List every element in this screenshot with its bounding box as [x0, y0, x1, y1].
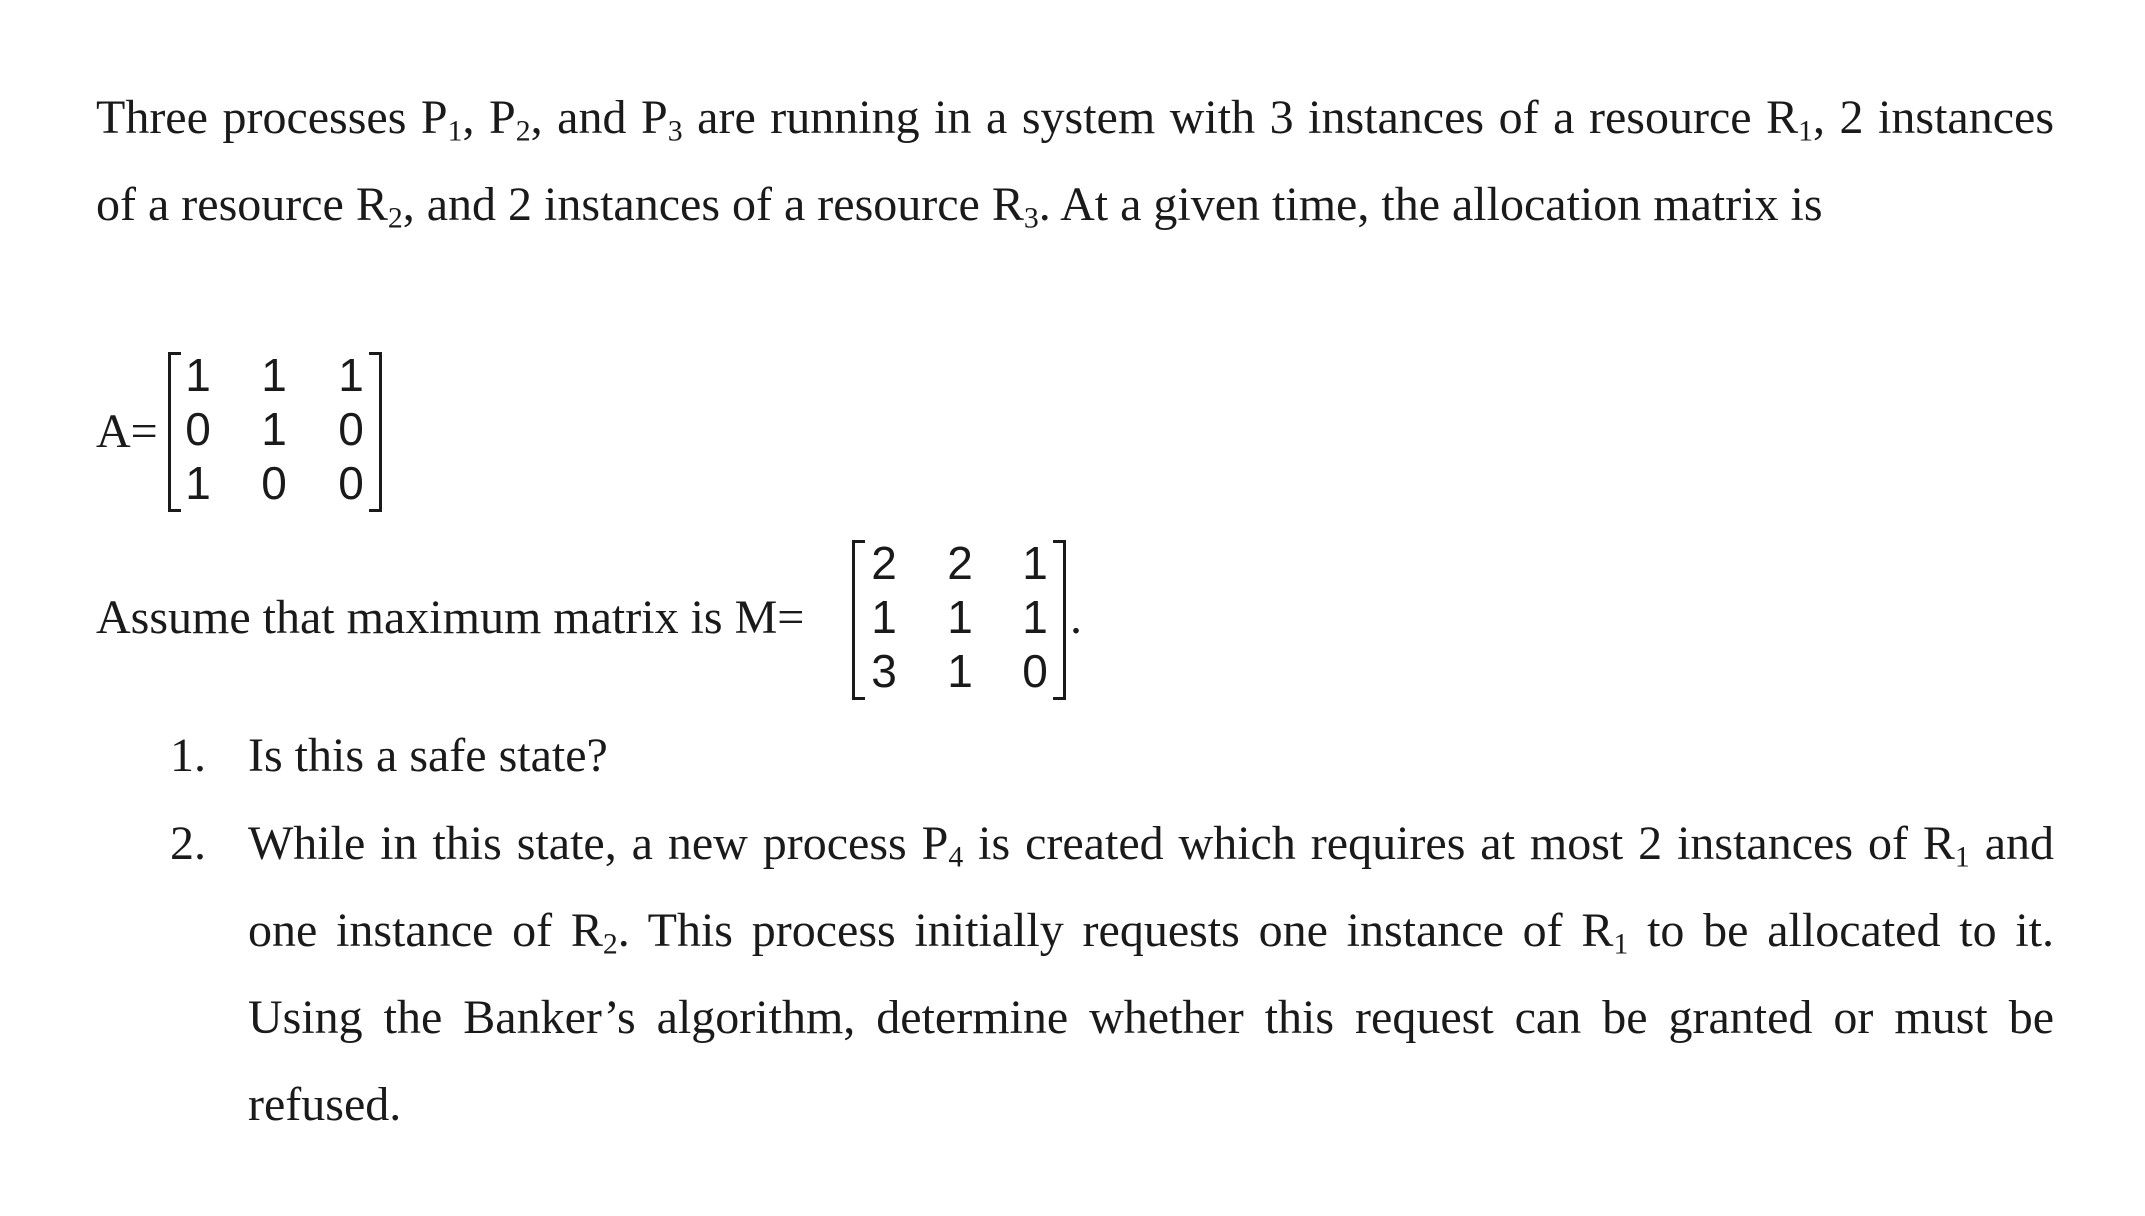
question-text-segment: and one instance of R [248, 817, 2054, 957]
intro-text: , and P [530, 91, 668, 144]
subscript: 3 [667, 114, 683, 148]
matrix-cell: 1 [1022, 591, 1048, 643]
question-1-text: Is this a safe state? [248, 729, 608, 782]
subscript: 4 [948, 840, 964, 874]
matrix-cell: 0 [338, 457, 364, 509]
matrix-cell: 2 [871, 537, 897, 589]
subscript: 2 [387, 201, 403, 235]
intro-text: are running in a system with 3 instances of a resource R [682, 91, 1799, 144]
matrix-cell: 2 [947, 537, 973, 589]
intro-text: , 2 instances of a resource R [96, 91, 2055, 231]
intro-text: Three processes P [96, 91, 448, 144]
matrix-cell: 1 [261, 403, 287, 455]
question-text-segment: to be allocated to it. Using the Banker’s algorithm, determine whether this request can be granted or must be refused. [248, 904, 2054, 1131]
matrix-cell: 1 [185, 349, 211, 401]
intro-text: , P [462, 91, 516, 144]
subscript: 1 [1798, 114, 1813, 148]
maximum-trailing-period: . [1070, 591, 1082, 644]
subscript: 1 [1954, 840, 1970, 874]
matrix-cell: 0 [1022, 645, 1048, 697]
matrix-cell: 1 [338, 349, 364, 401]
question-text-segment: While in this state, a new process P [248, 817, 949, 870]
question-text-segment: . This process initially requests one instance of R [617, 904, 1614, 957]
question-2-text [248, 800, 2054, 1148]
question-text-segment: is created which requires at most 2 instances of R [963, 817, 1955, 870]
intro-text: . At a given time, the allocation matrix is [1038, 178, 1823, 231]
matrix-cell: 0 [185, 403, 211, 455]
allocation-matrix [168, 349, 382, 512]
question-2-number: 2. [170, 817, 206, 870]
matrix-cell: 1 [185, 457, 211, 509]
maximum-matrix [852, 537, 1066, 700]
allocation-matrix-label: A= [96, 405, 158, 458]
subscript: 3 [1023, 201, 1039, 235]
matrix-cell: 0 [261, 457, 287, 509]
matrix-cell: 1 [871, 591, 897, 643]
subscript: 2 [602, 927, 618, 961]
intro-text: , and 2 instances of a resource R [402, 178, 1024, 231]
subscript: 2 [515, 114, 531, 148]
matrix-cell: 1 [947, 591, 973, 643]
matrix-cell: 1 [1022, 537, 1048, 589]
matrix-cell: 3 [871, 645, 897, 697]
intro-paragraph [96, 74, 2054, 248]
subscript: 1 [447, 114, 463, 148]
maximum-matrix-label: Assume that maximum matrix is M= [96, 591, 805, 644]
matrix-cell: 1 [947, 645, 973, 697]
question-1-number: 1. [170, 729, 206, 782]
matrix-cell: 0 [338, 403, 364, 455]
matrix-cell: 1 [261, 349, 287, 401]
subscript: 1 [1613, 927, 1629, 961]
